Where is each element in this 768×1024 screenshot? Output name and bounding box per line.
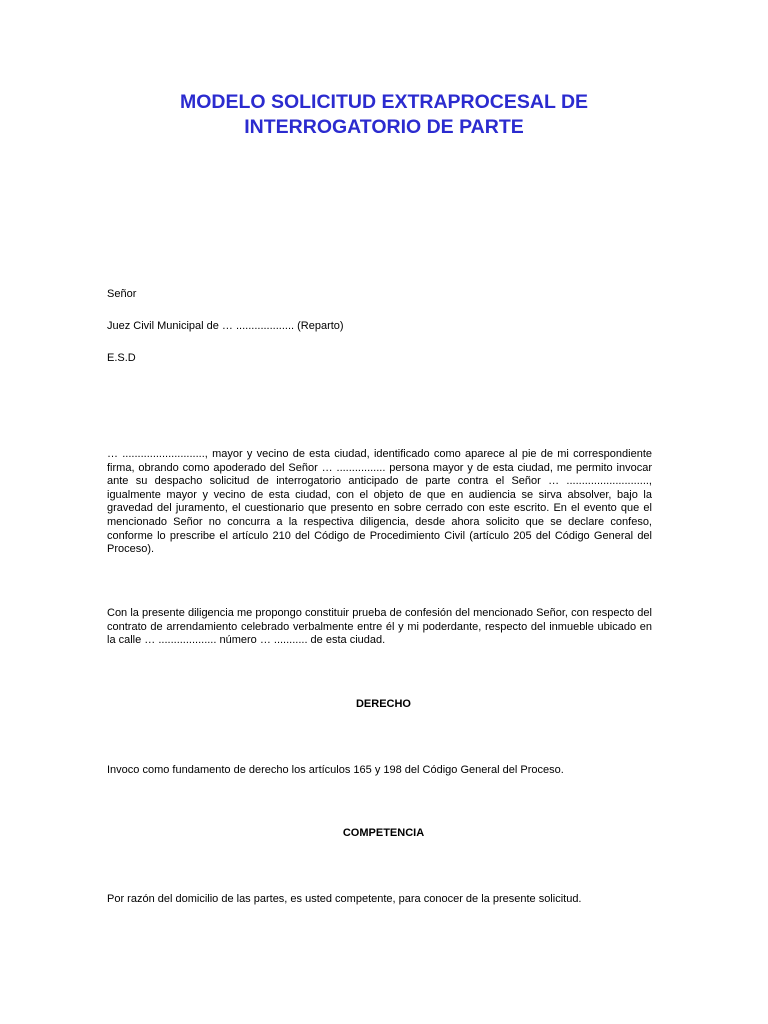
document-title-line-1: MODELO SOLICITUD EXTRAPROCESAL DE xyxy=(179,91,589,113)
addressee: Juez Civil Municipal de … ................... (Reparto) xyxy=(107,320,344,332)
document-title xyxy=(100,90,668,140)
document-title-line-2: INTERROGATORIO DE PARTE xyxy=(244,116,524,138)
body-paragraph-competencia: Por razón del domicilio de las partes, es usted competente, para conocer de la presente solicitud. xyxy=(107,893,582,905)
body-paragraph-purpose: Con la presente diligencia me propongo constituir prueba de confesión del mencionado Señor, con respecto del contrato de arrendamiento celebrado verbalmente entre él y mi poderdante, respecto del inmueble ubicado en la calle … ................... número … ........... de esta ciudad. xyxy=(107,607,652,647)
body-paragraph-request: … ..........................., mayor y vecino de esta ciudad, identificado como aparece al pie de mi correspondiente firma, obrando como apoderado del Señor … ................ persona mayor y de esta ciudad, me permito invocar ante su despacho solicitud de interrogatorio anticipado de parte contra el Señor … ..........................., igualmente mayor y vecino de esta ciudad, con el objeto de que en audiencia se sirva absolver, bajo la gravedad del juramento, el cuestionario que presento en sobre cerrado con este escrito. En el evento que el mencionado Señor no concurra a la respectiva diligencia, desde ahora solicito que se declare confeso, conforme lo prescribe el artículo 210 del Código de Procedimiento Civil (artículo 205 del Código General del Proceso). xyxy=(107,448,652,556)
section-heading-derecho: DERECHO xyxy=(355,698,411,710)
esd-line: E.S.D xyxy=(107,352,136,364)
salutation: Señor xyxy=(107,288,137,300)
body-paragraph-derecho: Invoco como fundamento de derecho los artículos 165 y 198 del Código General del Proceso. xyxy=(107,764,564,776)
section-heading-competencia: COMPETENCIA xyxy=(342,827,425,839)
